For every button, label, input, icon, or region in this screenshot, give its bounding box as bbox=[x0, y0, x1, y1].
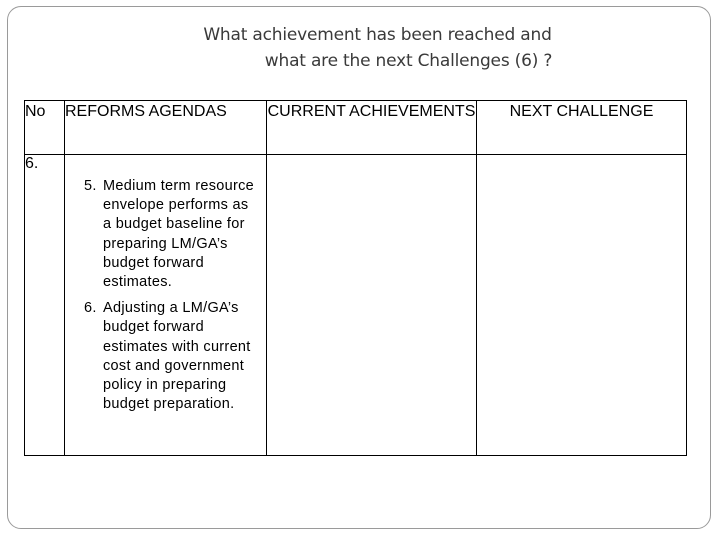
table-row bbox=[25, 155, 687, 456]
agenda-list bbox=[65, 155, 266, 414]
slide-title-line-1: What achievement has been reached and bbox=[203, 25, 552, 45]
agenda-item: 5. Medium term resource envelope performs as a budget baseline for preparing LM/GA’s budget forward estimates. bbox=[101, 177, 258, 292]
header-no: No bbox=[25, 101, 65, 155]
header-reforms-agendas: REFORMS AGENDAS bbox=[65, 101, 267, 155]
table-header-row bbox=[25, 101, 687, 155]
current-achievements-cell bbox=[267, 155, 477, 456]
next-challenge-cell bbox=[477, 155, 687, 456]
header-next-challenge: NEXT CHALLENGE bbox=[477, 101, 687, 155]
row-number: 6. bbox=[25, 155, 65, 456]
agenda-cell bbox=[65, 155, 267, 456]
reforms-table bbox=[24, 100, 687, 456]
slide-title bbox=[0, 22, 720, 74]
agenda-item: 6. Adjusting a LM/GA’s budget forward estimates with current cost and government policy in preparing budget preparation. bbox=[101, 299, 258, 414]
header-current-achievements: CURRENT ACHIEVEMENTS bbox=[267, 101, 477, 155]
slide-title-line-2: what are the next Challenges (6) ? bbox=[264, 51, 553, 71]
